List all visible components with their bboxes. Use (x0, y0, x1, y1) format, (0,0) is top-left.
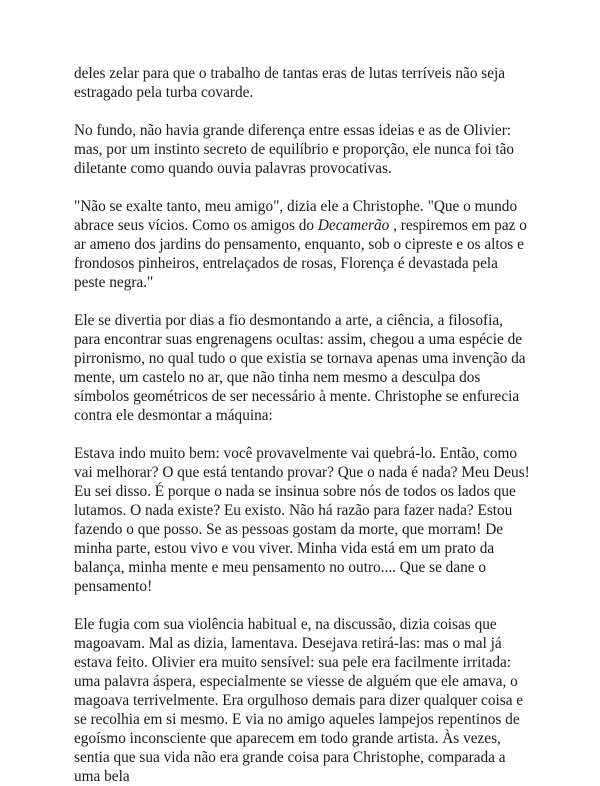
paragraph-4 (74, 311, 530, 425)
paragraph-2-text: No fundo, não havia grande diferença entre essas ideias e as de Olivier: mas, por um instinto secreto de equilíbrio e proporção, ele nunca foi tão diletante como quando ouvia palavras provocativas. (74, 122, 515, 177)
paragraph-6-text: Ele fugia com sua violência habitual e, na discussão, dizia coisas que magoavam. Mal as dizia, lamentava. Desejava retirá-las: mas o mal já estava feito. Olivier era muito sensível: sua pele era facilmente irritada: uma palavra áspera, especialmente se viesse de alguém que ele amava, o magoava terrivelmente. Era orgulhoso demais para dizer qualquer coisa e se recolhia em si mesmo. E via no amigo aqueles lampejos repentinos de egoísmo inconsciente que aparecem em todo grande artista. Às vezes, sentia que sua vida não era grande coisa para Christophe, comparada a uma bela (74, 616, 524, 785)
paragraph-3 (74, 197, 530, 292)
book-title-emphasis: Decamerão (317, 217, 390, 234)
paragraph-6 (74, 615, 530, 786)
paragraph-3-text-before: "Não se exalte tanto, meu amigo", dizia ele a Christophe. "Que o mundo abrace seus vícios. Como os amigos do (74, 198, 518, 234)
paragraph-5-text: Estava indo muito bem: você provavelmente vai quebrá-lo. Então, como vai melhorar? O que está tentando provar? Que o nada é nada? Meu Deus! Eu sei disso. É porque o nada se insinua sobre nós de todos os lados que lutamos. O nada existe? Eu existo. Não há razão para fazer nada? Estou fazendo o que posso. Se as pessoas gostam da morte, que morram! De minha parte, estou vivo e vou viver. Minha vida está em um prato da balança, minha mente e meu pensamento no outro.... Que se dane o pensamento! (74, 445, 530, 595)
paragraph-4-text: Ele se divertia por dias a fio desmontando a arte, a ciência, a filosofia, para encontrar suas engrenagens ocultas: assim, chegou a uma espécie de pirronismo, no qual tudo o que existia se tornava apenas uma invenção da mente, um castelo no ar, que não tinha nem mesmo a desculpa dos símbolos geométricos de ser necessário à mente. Christophe se enfurecia contra ele desmontar a máquina: (74, 312, 526, 424)
paragraph-5 (74, 444, 530, 596)
paragraph-1 (74, 64, 530, 102)
paragraph-1-text: deles zelar para que o trabalho de tantas eras de lutas terríveis não seja estragado pela turba covarde. (74, 65, 506, 101)
paragraph-2 (74, 121, 530, 178)
paragraph-3-text-after: , respiremos em paz o ar ameno dos jardins do pensamento, enquanto, sob o cipreste e os altos e frondosos pinheiros, entrelaçados de rosas, Florença é devastada pela peste negra." (74, 217, 527, 291)
